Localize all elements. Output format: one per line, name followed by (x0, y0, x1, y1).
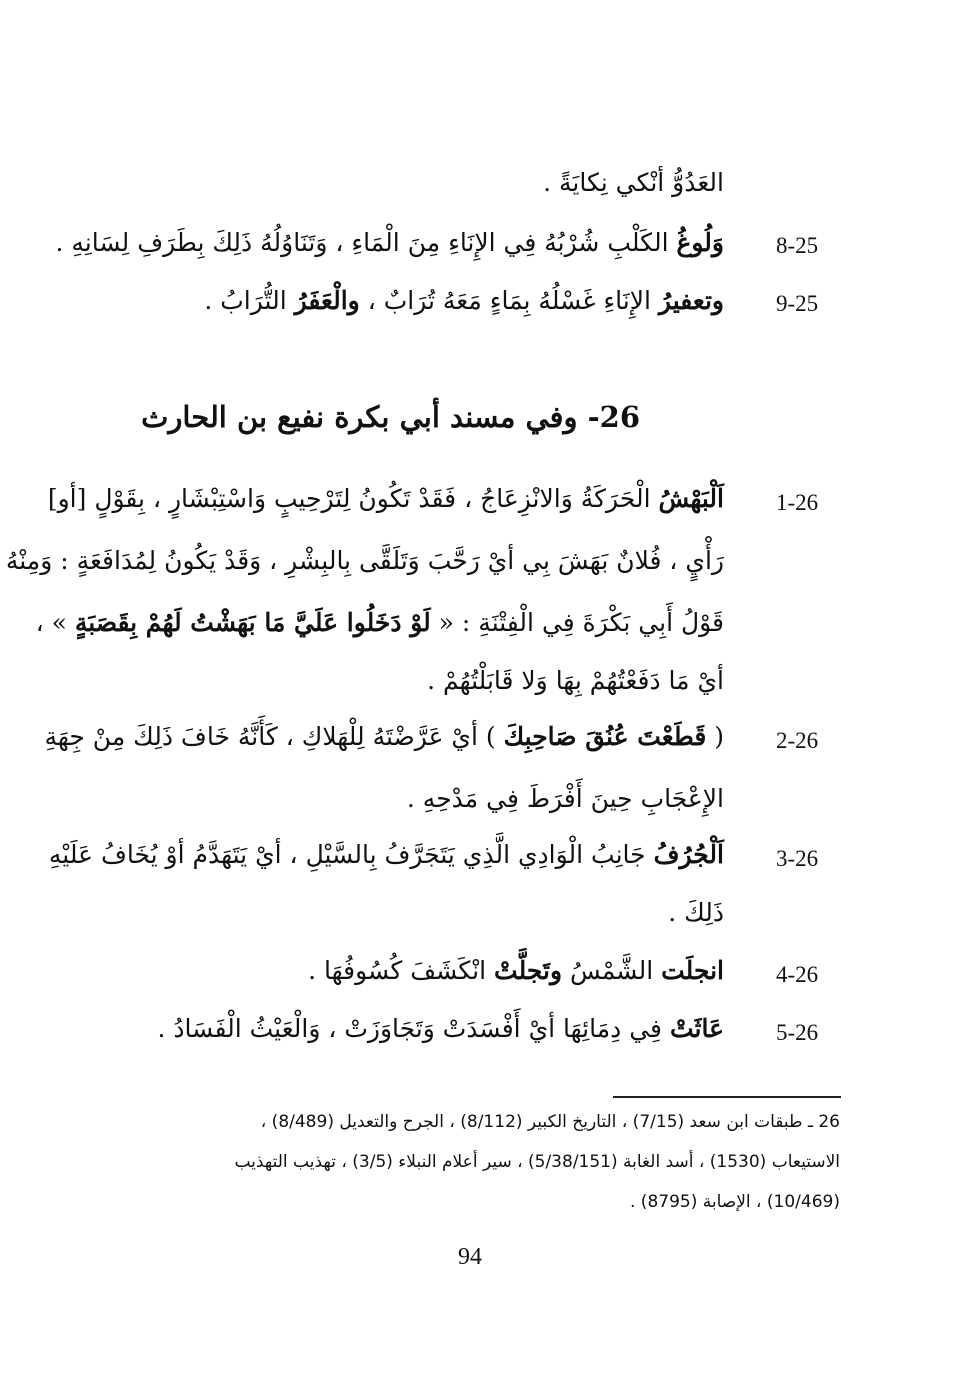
entry-line: وتعفيرُ الإِنَاءِ غَسْلُهُ بِمَاءٍ مَعَهُ تُرَابٌ ، والْعَفَرُ التُّرَابُ . (204, 286, 724, 315)
entry-line: عَاثَتْ فِي دِمَائِهَا أيْ أَفْسَدَتْ وَتَجَاوَزَتْ ، وَالْعَيْثُ الْفَسَادُ . (157, 1014, 724, 1043)
entry-term: قَطَعْتَ عُنُقَ صَاحِبِكَ (503, 722, 707, 751)
entry-term: وتعفيرُ (658, 286, 724, 315)
footnote-line: (10/469) ، الإصابة (8795) . (629, 1192, 840, 1212)
entry-term: عَاثَتْ (669, 1014, 724, 1043)
entry-line: ذَلِكَ . (668, 898, 724, 927)
entry-number: 8-25 (776, 233, 819, 258)
entry-line: رَأْيٍ ، فُلانٌ بَهَشَ بِي أيْ رَحَّبَ وَتَلَقَّى بِالبِشْرِ ، وَقَدْ يَكُونُ لِمُدَافَعَةٍ : وَمِنْهُ (5, 546, 724, 575)
entry-number: 5-26 (776, 1020, 819, 1045)
entry-number: 4-26 (776, 962, 819, 987)
entry-term: اَلْجُرُفُ (653, 840, 724, 869)
footnote-line: 26 ـ طبقات ابن سعد (7/15) ، التاريخ الكبير (8/112) ، الجرح والتعديل (8/489) ، (260, 1112, 840, 1132)
entry-line: الإِعْجَابِ حِينَ أَفْرَطَ فِي مَدْحِهِ . (406, 784, 724, 813)
entry-quote: لَوْ دَخَلُوا عَلَيَّ مَا بَهَشْتُ لَهُمْ بِقَصَبَةٍ (74, 608, 431, 637)
entry-term: وتَجلَّتْ (494, 956, 563, 985)
entry-term: اَلْبَهْشُ (658, 484, 724, 513)
entry-number: 9-25 (776, 291, 819, 316)
entry-number: 3-26 (776, 846, 819, 871)
entry-line: اَلْجُرُفُ جَانِبُ الْوَادِي الَّذِي يَتَجَرَّفُ بِالسَّيْلِ ، أيْ يَتَهَدَّمُ أوْ يُخَافُ عَلَيْهِ (48, 840, 724, 869)
entry-line: قَوْلُ أَبِي بَكْرَةَ فِي الْفِتْنَةِ : « لَوْ دَخَلُوا عَلَيَّ مَا بَهَشْتُ لَهُمْ بِقَصَبَةٍ » ، (35, 608, 724, 637)
entry-line: أيْ مَا دَفَعْتُهُمْ بِهَا وَلا قَابَلْتُهُمْ . (427, 666, 724, 695)
footnote-rule (613, 1096, 841, 1098)
entry-term: والْعَفَرُ (294, 286, 360, 315)
entry-line: انجلَت الشَّمْسُ وتَجلَّتْ انْكَشَفَ كُسُوفُهَا . (308, 956, 724, 985)
page-number: 94 (458, 1244, 482, 1270)
section-heading: 26- وفي مسند أبي بكرة نفيع بن الحارث (141, 400, 640, 434)
entry-number: 1-26 (776, 490, 819, 515)
continued-line: العَدُوُّ أنْكي نِكايَةً . (543, 168, 724, 197)
entry-line: اَلْبَهْشُ الْحَرَكَةُ وَالانْزِعَاجُ ، فَقَدْ تَكُونُ لِتَرْحِيبٍ وَاسْتِبْشَارٍ ، بِقَوْلٍ [أو] (47, 484, 724, 513)
entry-line: وَلُوغُ الكَلْبِ شُرْبُهُ فِي الإِنَاءِ مِنَ الْمَاءِ ، وَتَنَاوُلُهُ ذَلِكَ بِطَرَفِ لِسَانِهِ . (55, 228, 724, 257)
entry-line: ( قَطَعْتَ عُنُقَ صَاحِبِكَ ) أيْ عَرَّضْتَهُ لِلْهَلاكِ ، كَأَنَّهُ خَافَ ذَلِكَ مِنْ جِهَةِ (44, 722, 724, 751)
entry-number: 2-26 (776, 728, 819, 753)
entry-term: انجلَت (661, 956, 724, 985)
footnote-line: الاستيعاب (1530) ، أسد الغابة (5/38/151) ، سير أعلام النبلاء (3/5) ، تهذيب التهذيب (234, 1152, 840, 1172)
entry-term: وَلُوغُ (676, 228, 724, 257)
